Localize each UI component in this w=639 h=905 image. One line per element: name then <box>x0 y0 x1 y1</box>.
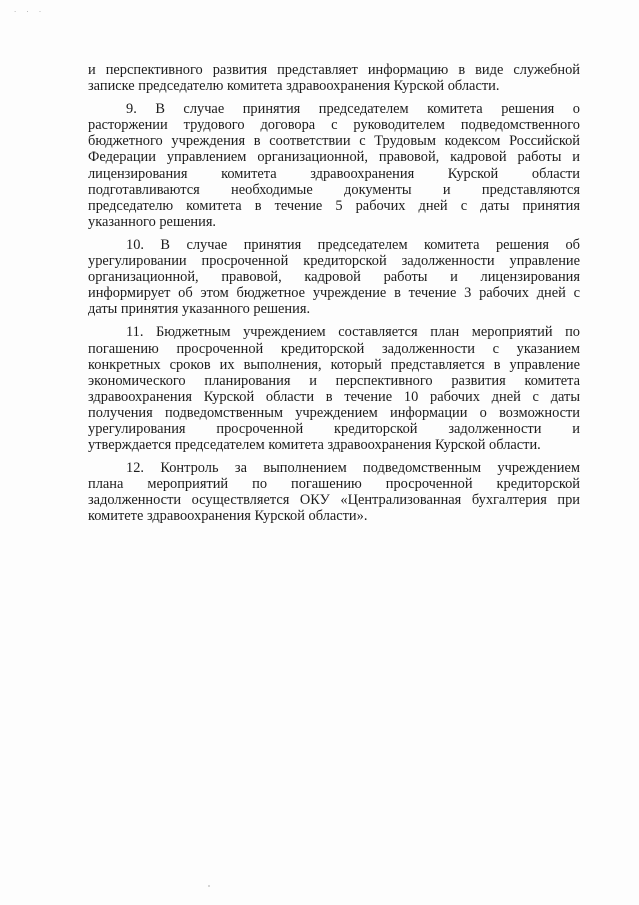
text-line: расторжении трудового договора с руководителем подведомственного <box>88 117 580 134</box>
text-line: урегулирования просроченной кредиторской задолженности и <box>88 420 580 437</box>
text-line: комитете здравоохранения Курской области». <box>88 508 368 525</box>
text-line: здравоохранения Курской области в течение 10 рабочих дней с даты <box>88 388 580 405</box>
text-line: экономического планирования и перспективного развития комитета <box>88 372 580 389</box>
scan-marks: · · · <box>14 8 46 16</box>
text-line: 12. Контроль за выполнением подведомственным учреждением <box>126 460 580 477</box>
paragraph-continuation <box>88 62 580 94</box>
text-line: организационной, правовой, кадровой работы и лицензирования <box>88 269 580 286</box>
text-line: лицензирования комитета здравоохранения Курской области <box>88 165 580 182</box>
text-line: 11. Бюджетным учреждением составляется план мероприятий по <box>126 324 580 341</box>
text-line: Федерации управлением организационной, правовой, кадровой работы и <box>88 149 580 166</box>
text-line: урегулировании просроченной кредиторской задолженности управление <box>88 253 580 270</box>
text-line: записке председателю комитета здравоохранения Курской области. <box>88 78 500 95</box>
scan-speck <box>208 885 210 887</box>
text-line: плана мероприятий по погашению просроченной кредиторской <box>88 476 580 493</box>
text-line: информирует об этом бюджетное учреждение в течение 3 рабочих дней с <box>88 285 580 302</box>
text-line: 9. В случае принятия председателем комитета решения о <box>126 101 580 118</box>
text-line: указанного решения. <box>88 213 217 230</box>
paragraph-11 <box>88 324 580 453</box>
paragraph-10 <box>88 237 580 317</box>
text-line: погашению просроченной кредиторской задолженности с указанием <box>88 340 580 357</box>
document-body <box>88 62 580 532</box>
text-line: председателю комитета в течение 5 рабочих дней с даты принятия <box>88 197 580 214</box>
text-line: утверждается председателем комитета здравоохранения Курской области. <box>88 437 541 454</box>
paragraph-9 <box>88 101 580 230</box>
paragraph-12 <box>88 460 580 524</box>
text-line: задолженности осуществляется ОКУ «Централизованная бухгалтерия при <box>88 492 580 509</box>
text-line: подготавливаются необходимые документы и представляются <box>88 181 580 198</box>
text-line: получения подведомственным учреждением информации о возможности <box>88 404 580 421</box>
text-line: и перспективного развития представляет информацию в виде служебной <box>88 62 580 78</box>
text-line: 10. В случае принятия председателем комитета решения об <box>126 236 580 253</box>
text-line: даты принятия указанного решения. <box>88 301 311 318</box>
text-line: бюджетного учреждения в соответствии с Трудовым кодексом Российской <box>88 133 580 150</box>
text-line: конкретных сроков их выполнения, который представляется в управление <box>88 356 580 373</box>
